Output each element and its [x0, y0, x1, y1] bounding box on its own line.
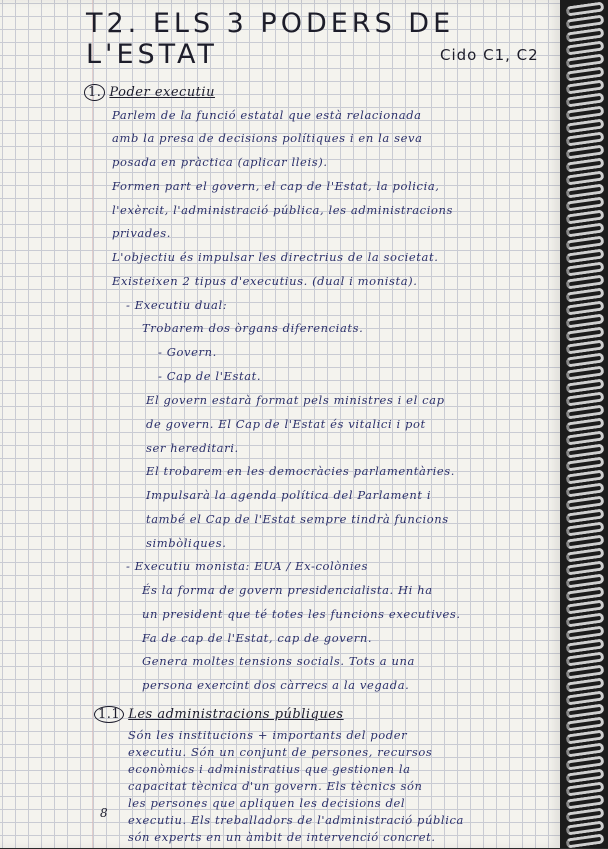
- text-line: El govern estarà format pels ministres i el cap: [146, 393, 445, 407]
- section-number-2: 1.1: [94, 706, 124, 723]
- text-line: ser hereditari.: [146, 441, 239, 455]
- text-line: simbòliques.: [146, 536, 227, 550]
- text-line: també el Cap de l'Estat sempre tindrà funcions: [146, 512, 449, 526]
- text-line: Trobarem dos òrgans diferenciats.: [142, 321, 364, 335]
- text-line: privades.: [112, 226, 172, 240]
- text-line: Genera moltes tensions socials. Tots a una: [142, 654, 415, 668]
- text-line: l'exèrcit, l'administració pública, les administracions: [112, 203, 454, 217]
- text-line: Parlem de la funció estatal que està relacionada: [112, 108, 422, 122]
- page-number: 8: [100, 806, 108, 820]
- text-line: capacitat tècnica d'un govern. Els tècnics són: [128, 779, 423, 793]
- text-line: - Govern.: [158, 345, 217, 359]
- spiral-ring: [565, 833, 604, 848]
- page-title: T2. ELS 3 PODERS DE L'ESTAT: [86, 8, 455, 70]
- text-line: persona exercint dos càrrecs a la vegada.: [142, 678, 410, 692]
- text-line: Impulsarà la agenda política del Parlament i: [146, 488, 432, 502]
- text-line: un president que té totes les funcions executives.: [142, 607, 461, 621]
- text-line: de govern. El Cap de l'Estat és vitalici i pot: [146, 417, 426, 431]
- section-title-1: Poder executiu: [109, 85, 215, 100]
- section-number-1: 1.: [84, 84, 105, 101]
- text-line: El trobarem en les democràcies parlamentàries.: [146, 464, 456, 478]
- text-line: - Executiu monista: EUA / Ex-colònies: [126, 559, 369, 573]
- section-heading-1: [84, 84, 215, 101]
- text-line: - Executiu dual:: [126, 298, 228, 312]
- text-line: són experts en un àmbit de intervenció concret.: [128, 830, 436, 844]
- text-line: Formen part el govern, el cap de l'Estat, la policia,: [112, 179, 440, 193]
- text-line: econòmics i administratius que gestionen la: [128, 762, 411, 776]
- spiral-binding: [560, 0, 608, 848]
- margin-line: [92, 0, 93, 848]
- text-line: executiu. Els treballadors de l'administració pública: [128, 813, 464, 827]
- text-line: L'objectiu és impulsar les directrius de la societat.: [112, 250, 439, 264]
- text-line: És la forma de govern presidencialista. Hi ha: [142, 583, 433, 597]
- text-line: Existeixen 2 tipus d'executius. (dual i monista).: [112, 274, 418, 288]
- section-title-2: Les administracions públiques: [128, 707, 344, 722]
- page-subtitle: Cido C1, C2: [440, 46, 539, 64]
- section-heading-2: [94, 706, 344, 723]
- text-line: executiu. Són un conjunt de persones, recursos: [128, 745, 433, 759]
- text-line: Fa de cap de l'Estat, cap de govern.: [142, 631, 373, 645]
- text-line: les persones que apliquen les decisions del: [128, 796, 406, 810]
- text-line: Són les institucions + importants del poder: [128, 728, 408, 742]
- text-line: - Cap de l'Estat.: [158, 369, 262, 383]
- text-line: amb la presa de decisions polítiques i en la seva: [112, 131, 423, 145]
- text-line: posada en pràctica (aplicar lleis).: [112, 155, 328, 169]
